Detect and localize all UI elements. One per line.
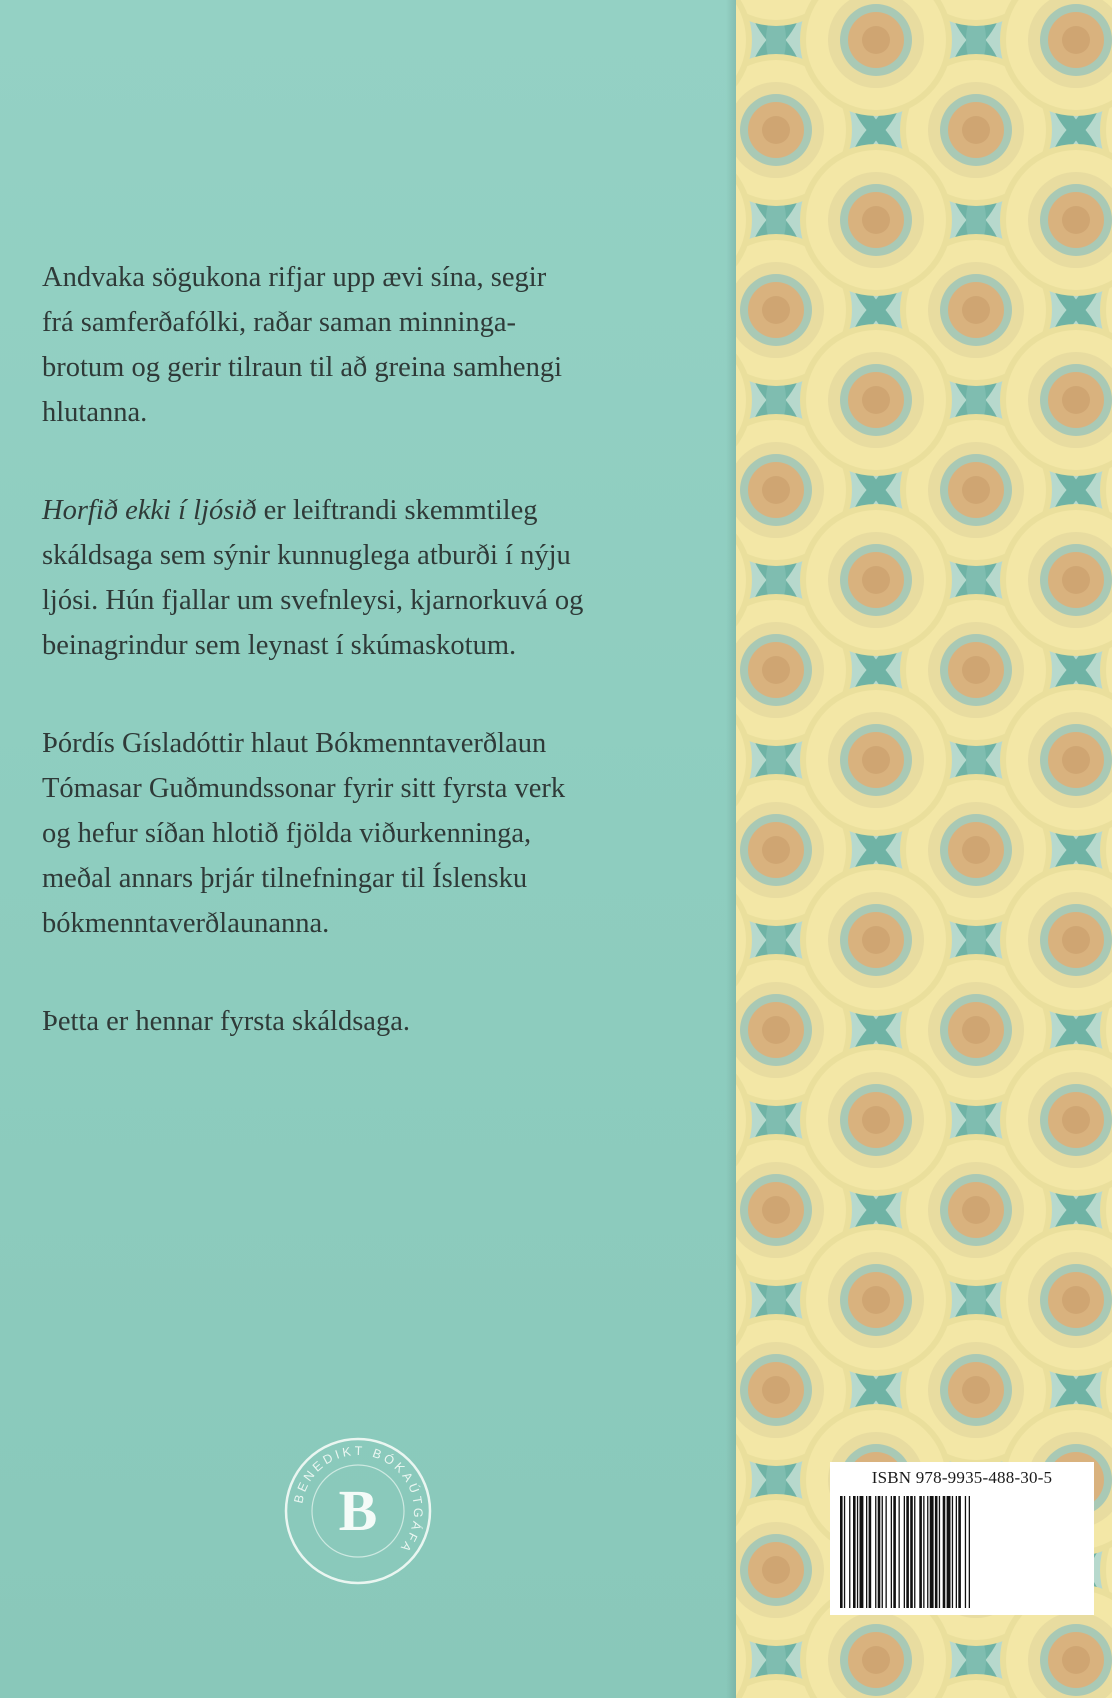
blurb-paragraph-4 <box>42 999 702 1044</box>
blurb-line: hlutanna. <box>42 397 148 428</box>
barcode-bar <box>904 1496 905 1608</box>
publisher-logo <box>283 1436 433 1586</box>
barcode-bar <box>956 1496 957 1608</box>
barcode-bar <box>882 1496 883 1608</box>
barcode-bar <box>869 1496 872 1608</box>
blurb-line: beinagrindur sem leynast í skúmaskotum. <box>42 630 517 661</box>
barcode-bar <box>952 1496 953 1608</box>
barcode-bar <box>969 1496 970 1608</box>
book-title: Horfið ekki í ljósið <box>42 495 257 526</box>
barcode-bar <box>875 1496 876 1608</box>
blurb-line: skáldsaga sem sýnir kunnuglega atburði í nýju <box>42 540 571 571</box>
logo-ring-text: BENEDIKT BÓKAÚTGÁFA <box>291 1443 426 1557</box>
barcode-bar <box>943 1496 946 1608</box>
barcode-bar <box>899 1496 900 1608</box>
blurb-line: Andvaka sögukona rifjar upp ævi sína, segir <box>42 262 547 293</box>
barcode-bar <box>893 1496 896 1608</box>
barcode-bar <box>849 1496 850 1608</box>
barcode-bar <box>886 1496 887 1608</box>
blurb-line: meðal annars þrjár tilnefningar til Íslensku <box>42 863 528 894</box>
barcode-bar <box>958 1496 961 1608</box>
publisher-seal-icon <box>283 1436 433 1586</box>
barcode-bar <box>927 1496 928 1608</box>
blurb-paragraph-3 <box>42 721 702 946</box>
blurb-line: frá samferðafólki, raðar saman minninga- <box>42 307 517 338</box>
barcode-bar <box>965 1496 966 1608</box>
blurb-line: brotum og gerir tilraun til að greina samhengi <box>42 352 562 383</box>
blurb-line: Þetta er hennar fyrsta skáldsaga. <box>42 1006 410 1037</box>
floral-pattern <box>736 0 1112 1698</box>
barcode-box <box>830 1462 1094 1615</box>
barcode-bar <box>947 1496 951 1608</box>
barcode-bar <box>910 1496 913 1608</box>
barcode-bar <box>866 1496 867 1608</box>
barcode-bar <box>919 1496 922 1608</box>
logo-letter: B <box>338 1478 378 1543</box>
barcode-bar <box>844 1496 845 1608</box>
blurb-line: ljósi. Hún fjallar um svefnleysi, kjarnorkuvá og <box>42 585 584 616</box>
barcode-icon <box>840 1496 1084 1608</box>
barcode-bar <box>853 1496 856 1608</box>
blurb-line: Tómasar Guðmundssonar fyrir sitt fyrsta verk <box>42 773 566 804</box>
barcode-bar <box>935 1496 938 1608</box>
barcode-bar <box>857 1496 858 1608</box>
floral-pattern-strip <box>736 0 1112 1698</box>
barcode-bar <box>906 1496 909 1608</box>
blurb-line: og hefur síðan hlotið fjölda viðurkenninga, <box>42 818 532 849</box>
blurb-line: Þórdís Gísladóttir hlaut Bókmenntaverðlaun <box>42 728 547 759</box>
barcode-bar <box>878 1496 881 1608</box>
blurb-line: bókmenntaverðlaunanna. <box>42 908 330 939</box>
blurb-paragraph-1 <box>42 255 702 435</box>
blurb-line: er leiftrandi skemmtileg <box>256 495 538 526</box>
barcode-bar <box>891 1496 892 1608</box>
barcode-bar <box>860 1496 864 1608</box>
barcode-bar <box>923 1496 924 1608</box>
barcode-bar <box>840 1496 843 1608</box>
barcode-bar <box>939 1496 940 1608</box>
isbn-text: ISBN 978-9935-488-30-5 <box>871 1468 1053 1487</box>
barcode-bar <box>914 1496 915 1608</box>
blurb <box>42 255 702 1097</box>
barcode-bar <box>930 1496 934 1608</box>
blurb-paragraph-2 <box>42 488 702 668</box>
